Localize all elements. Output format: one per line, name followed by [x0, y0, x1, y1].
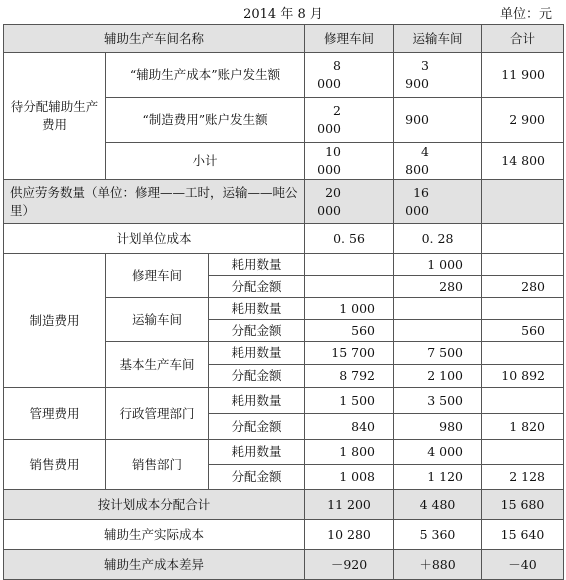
actual-label: 辅助生产实际成本: [4, 520, 305, 550]
amt-label: 分配金额: [209, 465, 305, 490]
cell-repair: [305, 254, 394, 276]
cell-total: [482, 224, 564, 254]
cell-transport: 1 000: [394, 254, 482, 276]
table-row: [4, 388, 564, 414]
cell-total: [482, 440, 564, 465]
cell-transport: 980: [394, 414, 482, 440]
amt-label: 分配金额: [209, 365, 305, 388]
row-item: “辅助生产成本”账户发生额: [106, 53, 305, 98]
report-date: 2014 年 8 月: [243, 7, 323, 22]
qty-label: 耗用数量: [209, 342, 305, 365]
cell-total: 280: [482, 276, 564, 298]
cell-total: 10 892: [482, 365, 564, 388]
row-item: 小计: [106, 143, 305, 180]
currency-unit: 单位：元: [499, 7, 552, 22]
dept-name: 运输车间: [106, 298, 209, 342]
cell-repair: 1 500: [305, 388, 394, 414]
dept-name: 销售部门: [106, 440, 209, 490]
cell-repair: 10 000: [305, 143, 394, 180]
cell-total: 14 800: [482, 143, 564, 180]
table-row: [4, 490, 564, 520]
cell-total: [482, 388, 564, 414]
table-row: [4, 520, 564, 550]
cell-total: [482, 254, 564, 276]
amt-label: 分配金额: [209, 414, 305, 440]
cell-repair: 1 000: [305, 298, 394, 320]
cell-transport: 4 480: [394, 490, 482, 520]
cell-repair: －920: [305, 550, 394, 580]
cell-repair: 840: [305, 414, 394, 440]
qty-label: 耗用数量: [209, 298, 305, 320]
sales-label: 销售费用: [4, 440, 106, 490]
cell-repair: 2 000: [305, 98, 394, 143]
cell-total: 560: [482, 320, 564, 342]
table-row: [4, 224, 564, 254]
cell-repair: 560: [305, 320, 394, 342]
cell-total: [482, 298, 564, 320]
cell-repair: 11 200: [305, 490, 394, 520]
dept-name: 修理车间: [106, 254, 209, 298]
cell-total: 2 128: [482, 465, 564, 490]
plan-total-label: 按计划成本分配合计: [4, 490, 305, 520]
pending-label: 待分配辅助生产费用: [4, 53, 106, 180]
cell-transport: 1 120: [394, 465, 482, 490]
header-total: 合计: [482, 25, 564, 53]
cell-transport: 900: [394, 98, 482, 143]
cell-transport: 280: [394, 276, 482, 298]
cell-repair: 15 700: [305, 342, 394, 365]
cell-total: 11 900: [482, 53, 564, 98]
cell-repair: 8 000: [305, 53, 394, 98]
cell-transport: 3 900: [394, 53, 482, 98]
qty-label: 耗用数量: [209, 254, 305, 276]
dept-name: 基本生产车间: [106, 342, 209, 388]
cell-transport: 0. 28: [394, 224, 482, 254]
row-item: “制造费用”账户发生额: [106, 98, 305, 143]
cell-repair: 20 000: [305, 180, 394, 224]
table-row: [4, 180, 564, 224]
amt-label: 分配金额: [209, 276, 305, 298]
cell-repair: 1 800: [305, 440, 394, 465]
cell-total: 2 900: [482, 98, 564, 143]
cell-transport: 5 360: [394, 520, 482, 550]
cell-transport: 4 800: [394, 143, 482, 180]
cell-total: 15 640: [482, 520, 564, 550]
cell-repair: 8 792: [305, 365, 394, 388]
qty-label: 耗用数量: [209, 388, 305, 414]
cell-repair: 0. 56: [305, 224, 394, 254]
cell-repair: 10 280: [305, 520, 394, 550]
header-repair: 修理车间: [305, 25, 394, 53]
variance-label: 辅助生产成本差异: [4, 550, 305, 580]
cell-transport: 16 000: [394, 180, 482, 224]
dept-name: 行政管理部门: [106, 388, 209, 440]
unit-cost-label: 计划单位成本: [4, 224, 305, 254]
header-transport: 运输车间: [394, 25, 482, 53]
admin-label: 管理费用: [4, 388, 106, 440]
cell-transport: [394, 320, 482, 342]
cell-transport: ＋880: [394, 550, 482, 580]
qty-label: 耗用数量: [209, 440, 305, 465]
mfg-label: 制造费用: [4, 254, 106, 388]
cell-transport: 4 000: [394, 440, 482, 465]
cell-total: [482, 342, 564, 365]
table-row: [4, 440, 564, 465]
table-row: [4, 53, 564, 98]
cell-repair: [305, 276, 394, 298]
table-row: [4, 550, 564, 580]
cell-transport: [394, 298, 482, 320]
cell-transport: 7 500: [394, 342, 482, 365]
header-row: [4, 25, 564, 53]
table-caption: [0, 0, 566, 24]
cell-repair: 1 008: [305, 465, 394, 490]
header-name: 辅助生产车间名称: [4, 25, 305, 53]
cell-total: [482, 180, 564, 224]
amt-label: 分配金额: [209, 320, 305, 342]
allocation-table: [3, 24, 564, 580]
labor-label: 供应劳务数量（单位：修理——工时，运输——吨公里）: [4, 180, 305, 224]
cell-total: －40: [482, 550, 564, 580]
cell-total: 1 820: [482, 414, 564, 440]
cell-transport: 2 100: [394, 365, 482, 388]
cell-transport: 3 500: [394, 388, 482, 414]
table-row: [4, 254, 564, 276]
cell-total: 15 680: [482, 490, 564, 520]
